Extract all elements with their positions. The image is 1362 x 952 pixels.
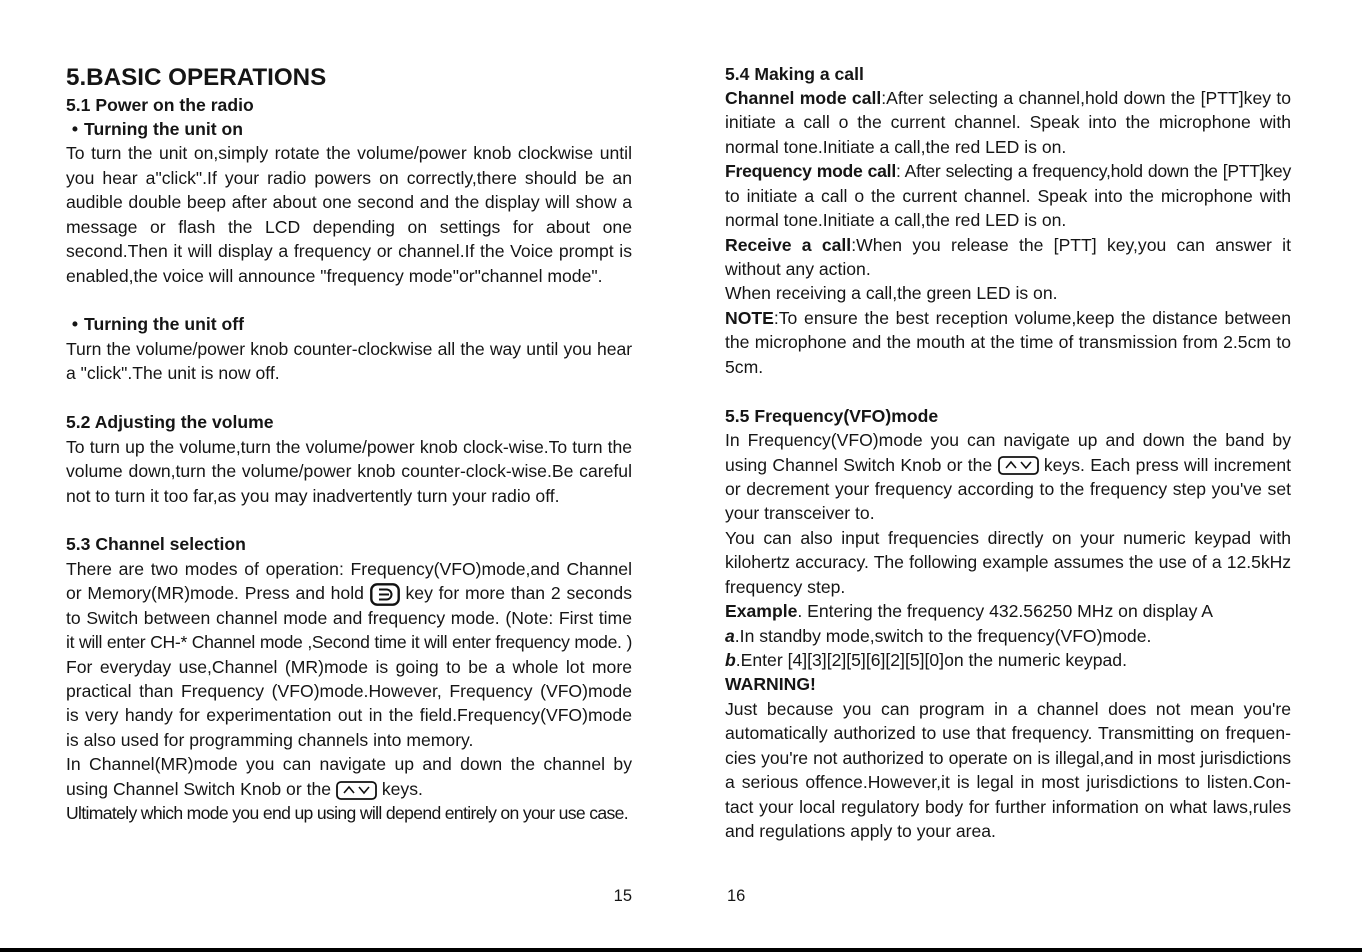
text-line bbox=[725, 721, 1291, 745]
text-segment: When receiving a call,the green LED is on. bbox=[725, 283, 1058, 304]
text-line bbox=[725, 159, 1291, 183]
chapter-title: 5.BASIC OPERATIONS bbox=[66, 64, 327, 91]
text-line bbox=[725, 599, 1291, 623]
exit-key-icon bbox=[370, 583, 400, 606]
text-line bbox=[66, 679, 632, 703]
text-segment: without any action. bbox=[725, 259, 871, 279]
text-line bbox=[66, 630, 632, 654]
text-line bbox=[725, 575, 1291, 599]
text-segment: audible double beep after about one second and the display will show a bbox=[66, 192, 632, 213]
left-page bbox=[66, 63, 632, 826]
text-line bbox=[725, 477, 1291, 501]
text-line bbox=[725, 330, 1291, 354]
section-heading: 5.2 Adjusting the volume bbox=[66, 412, 274, 433]
text-segment: or decrement your frequency according to the frequency step you've set bbox=[725, 478, 1291, 499]
text-segment: key for more than 2 seconds bbox=[399, 583, 632, 604]
paragraph bbox=[66, 435, 632, 508]
page-number: 15 bbox=[613, 887, 632, 905]
page-number: 16 bbox=[727, 887, 746, 905]
text-segment: and regulations apply to your area. bbox=[725, 821, 996, 842]
section-heading: 5.4 Making a call bbox=[725, 63, 864, 84]
paragraph bbox=[66, 337, 632, 386]
text-line bbox=[725, 648, 1291, 672]
up-down-keys-icon bbox=[336, 781, 377, 800]
text-line bbox=[66, 557, 632, 581]
text-segment: you hear a"click".If your radio powers on correctly,there should be an bbox=[66, 167, 632, 188]
text-line bbox=[725, 184, 1291, 208]
paragraph bbox=[725, 306, 1291, 379]
paragraph bbox=[66, 752, 632, 801]
text-segment: You can also input frequencies directly on your numeric keypad with bbox=[725, 527, 1291, 548]
text-segment: In Channel(MR)mode you can navigate up and down the channel by bbox=[66, 754, 632, 775]
text-line bbox=[725, 526, 1291, 550]
bullet-heading-text: Turning the unit on bbox=[84, 118, 243, 139]
paragraph bbox=[725, 672, 1291, 696]
text-segment: normal tone.Initiate a call,the red LED is on. bbox=[725, 210, 1067, 231]
text-segment: cies you're not authorized to operate on is illegal,and in most jurisdictions bbox=[725, 747, 1291, 768]
text-segment: For everyday use,Channel (MR)mode is going to be a whole lot more bbox=[66, 656, 632, 677]
text-segment: In Frequency(VFO)mode you can navigate up and down the band by bbox=[725, 430, 1291, 451]
text-line bbox=[66, 459, 632, 483]
emphasized-text: NOTE bbox=[725, 307, 774, 328]
text-segment: second.Then it will display a frequency or channel.If the Voice prompt is bbox=[66, 241, 632, 262]
bottom-border bbox=[0, 948, 1362, 952]
text-segment: volume down,turn the volume/power knob counter-clock-wise.Be careful bbox=[66, 461, 632, 482]
text-line bbox=[66, 190, 632, 214]
text-segment: frequency step. bbox=[725, 576, 846, 597]
emphasized-text: a bbox=[725, 625, 735, 646]
text-line bbox=[725, 770, 1291, 794]
text-line bbox=[725, 624, 1291, 648]
paragraph bbox=[725, 428, 1291, 526]
text-line bbox=[66, 337, 632, 361]
text-segment: : After selecting a frequency,hold down the [PTT]key bbox=[895, 161, 1291, 182]
text-line bbox=[66, 215, 632, 239]
text-line bbox=[725, 281, 1291, 305]
text-line bbox=[725, 697, 1291, 721]
emphasized-text: Frequency mode call bbox=[725, 161, 896, 182]
bullet-heading-text: Turning the unit off bbox=[84, 314, 244, 335]
text-line bbox=[66, 361, 632, 385]
paragraph bbox=[725, 599, 1291, 623]
paragraph bbox=[725, 159, 1291, 232]
text-line bbox=[725, 746, 1291, 770]
emphasized-text: b bbox=[725, 650, 736, 670]
text-line bbox=[66, 435, 632, 459]
bullet-heading bbox=[66, 312, 632, 336]
text-line bbox=[725, 355, 1291, 379]
section-heading: 5.1 Power on the radio bbox=[66, 94, 254, 115]
text-segment: message or flash the LCD depending on settings for about one bbox=[66, 216, 632, 237]
text-line bbox=[66, 777, 632, 801]
text-line bbox=[725, 672, 1291, 696]
text-segment: There are two modes of operation: Frequency(VFO)mode,and Channel bbox=[66, 558, 632, 579]
text-segment: To turn the unit on,simply rotate the volume/power knob clockwise until bbox=[66, 143, 632, 164]
text-segment: using Channel Switch Knob or the bbox=[66, 778, 336, 799]
text-segment: a serious offence.However,it is legal in most jurisdictions to listen.Con- bbox=[725, 772, 1291, 793]
text-line bbox=[725, 795, 1291, 819]
paragraph bbox=[725, 526, 1291, 599]
text-line bbox=[66, 141, 632, 165]
text-line bbox=[66, 655, 632, 679]
text-line bbox=[725, 86, 1291, 110]
text-line bbox=[66, 752, 632, 776]
text-segment: .Enter [4][3][2][5][6][2][5][0]on the numeric keypad. bbox=[735, 650, 1127, 670]
emphasized-text: Channel mode call bbox=[725, 87, 882, 108]
bullet-marker: • bbox=[71, 118, 79, 139]
text-line bbox=[725, 135, 1291, 159]
paragraph bbox=[725, 281, 1291, 305]
paragraph bbox=[66, 141, 632, 288]
section-heading: 5.5 Frequency(VFO)mode bbox=[725, 405, 939, 426]
text-segment: kilohertz accuracy. The following example assumes the use of a 12.5kHz bbox=[725, 552, 1291, 573]
text-segment: or Memory(MR)mode. Press and hold bbox=[66, 583, 370, 604]
text-segment: a "click".The unit is now off. bbox=[66, 363, 280, 384]
text-line bbox=[66, 166, 632, 190]
section-heading: 5.3 Channel selection bbox=[66, 534, 246, 555]
text-segment: automatically authorized to use that frequency. Transmitting on frequen- bbox=[725, 723, 1291, 744]
bullet-marker: • bbox=[71, 314, 79, 335]
text-line bbox=[725, 819, 1291, 843]
text-segment: it will enter CH-* Channel mode ,Second time it will enter frequency mode. ) bbox=[66, 632, 632, 653]
text-line bbox=[66, 239, 632, 263]
text-segment: :To ensure the best reception volume,keep the distance between bbox=[773, 307, 1291, 328]
text-segment: is also used for programming channels into memory. bbox=[66, 729, 474, 750]
up-down-keys-icon bbox=[998, 456, 1039, 475]
paragraph bbox=[725, 233, 1291, 282]
text-segment: keys. bbox=[376, 778, 423, 799]
text-segment: your transceiver to. bbox=[725, 503, 875, 524]
text-segment: enabled,the voice will announce "frequency mode"or"channel mode". bbox=[66, 265, 603, 286]
text-segment: normal tone.Initiate a call,the red LED is on. bbox=[725, 136, 1067, 157]
text-segment: .In standby mode,switch to the frequency(VFO)mode. bbox=[734, 625, 1152, 646]
emphasized-text: Receive a call bbox=[725, 234, 852, 255]
bullet-heading bbox=[66, 117, 632, 141]
text-segment: not to turn it too far,as you may inadvertently turn your radio off. bbox=[66, 485, 560, 506]
right-page bbox=[725, 62, 1291, 844]
text-line bbox=[725, 233, 1291, 257]
text-line bbox=[725, 453, 1291, 477]
text-line bbox=[66, 606, 632, 630]
paragraph bbox=[66, 557, 632, 753]
paragraph bbox=[66, 801, 632, 825]
text-line bbox=[725, 550, 1291, 574]
text-segment: practical than Frequency (VFO)mode.However, Frequency (VFO)mode bbox=[66, 681, 632, 701]
text-line bbox=[66, 728, 632, 752]
text-segment: 5cm. bbox=[725, 356, 764, 377]
text-segment: :After selecting a channel,hold down the [PTT]key to bbox=[881, 87, 1291, 108]
text-line bbox=[66, 581, 632, 605]
text-segment: to initiate a call o the current channel. Speak into the microphone with bbox=[725, 185, 1291, 206]
paragraph bbox=[725, 697, 1291, 844]
text-segment: Turn the volume/power knob counter-clockwise all the way until you hear bbox=[66, 338, 632, 359]
emphasized-text: Example bbox=[725, 601, 798, 622]
text-line bbox=[725, 110, 1291, 134]
text-segment: to Switch between channel mode and frequency mode. (Note: First time bbox=[66, 607, 632, 628]
text-segment: the microphone and the mouth at the time of transmission from 2.5cm to bbox=[725, 332, 1291, 353]
text-segment: keys. Each press will increment bbox=[1038, 454, 1291, 475]
text-segment: tact your local regulatory body for further information on what laws,rules bbox=[725, 796, 1291, 817]
text-line bbox=[66, 484, 632, 508]
text-segment: :When you release the [PTT] key,you can answer it bbox=[851, 234, 1291, 255]
text-line bbox=[725, 428, 1291, 452]
text-segment: To turn up the volume,turn the volume/power knob clock-wise.To turn the bbox=[66, 436, 632, 457]
text-line bbox=[725, 257, 1291, 281]
paragraph bbox=[725, 648, 1291, 672]
text-segment: . Entering the frequency 432.56250 MHz on display A bbox=[797, 601, 1214, 622]
paragraph bbox=[725, 86, 1291, 159]
emphasized-text: WARNING! bbox=[725, 674, 816, 695]
text-line bbox=[725, 501, 1291, 525]
text-line bbox=[725, 208, 1291, 232]
paragraph bbox=[725, 624, 1291, 648]
text-segment: is very handy for experimentation out in the field.Frequency(VFO)mode bbox=[66, 705, 632, 726]
text-segment: Ultimately which mode you end up using will depend entirely on your use case. bbox=[66, 803, 628, 824]
text-segment: Just because you can program in a channel does not mean you're bbox=[725, 698, 1291, 719]
text-line bbox=[66, 801, 632, 825]
text-line bbox=[66, 703, 632, 727]
text-segment: initiate a call o the current channel. Speak into the microphone with bbox=[725, 112, 1291, 133]
text-segment: using Channel Switch Knob or the bbox=[725, 454, 998, 475]
text-line bbox=[725, 306, 1291, 330]
text-line bbox=[66, 264, 632, 288]
